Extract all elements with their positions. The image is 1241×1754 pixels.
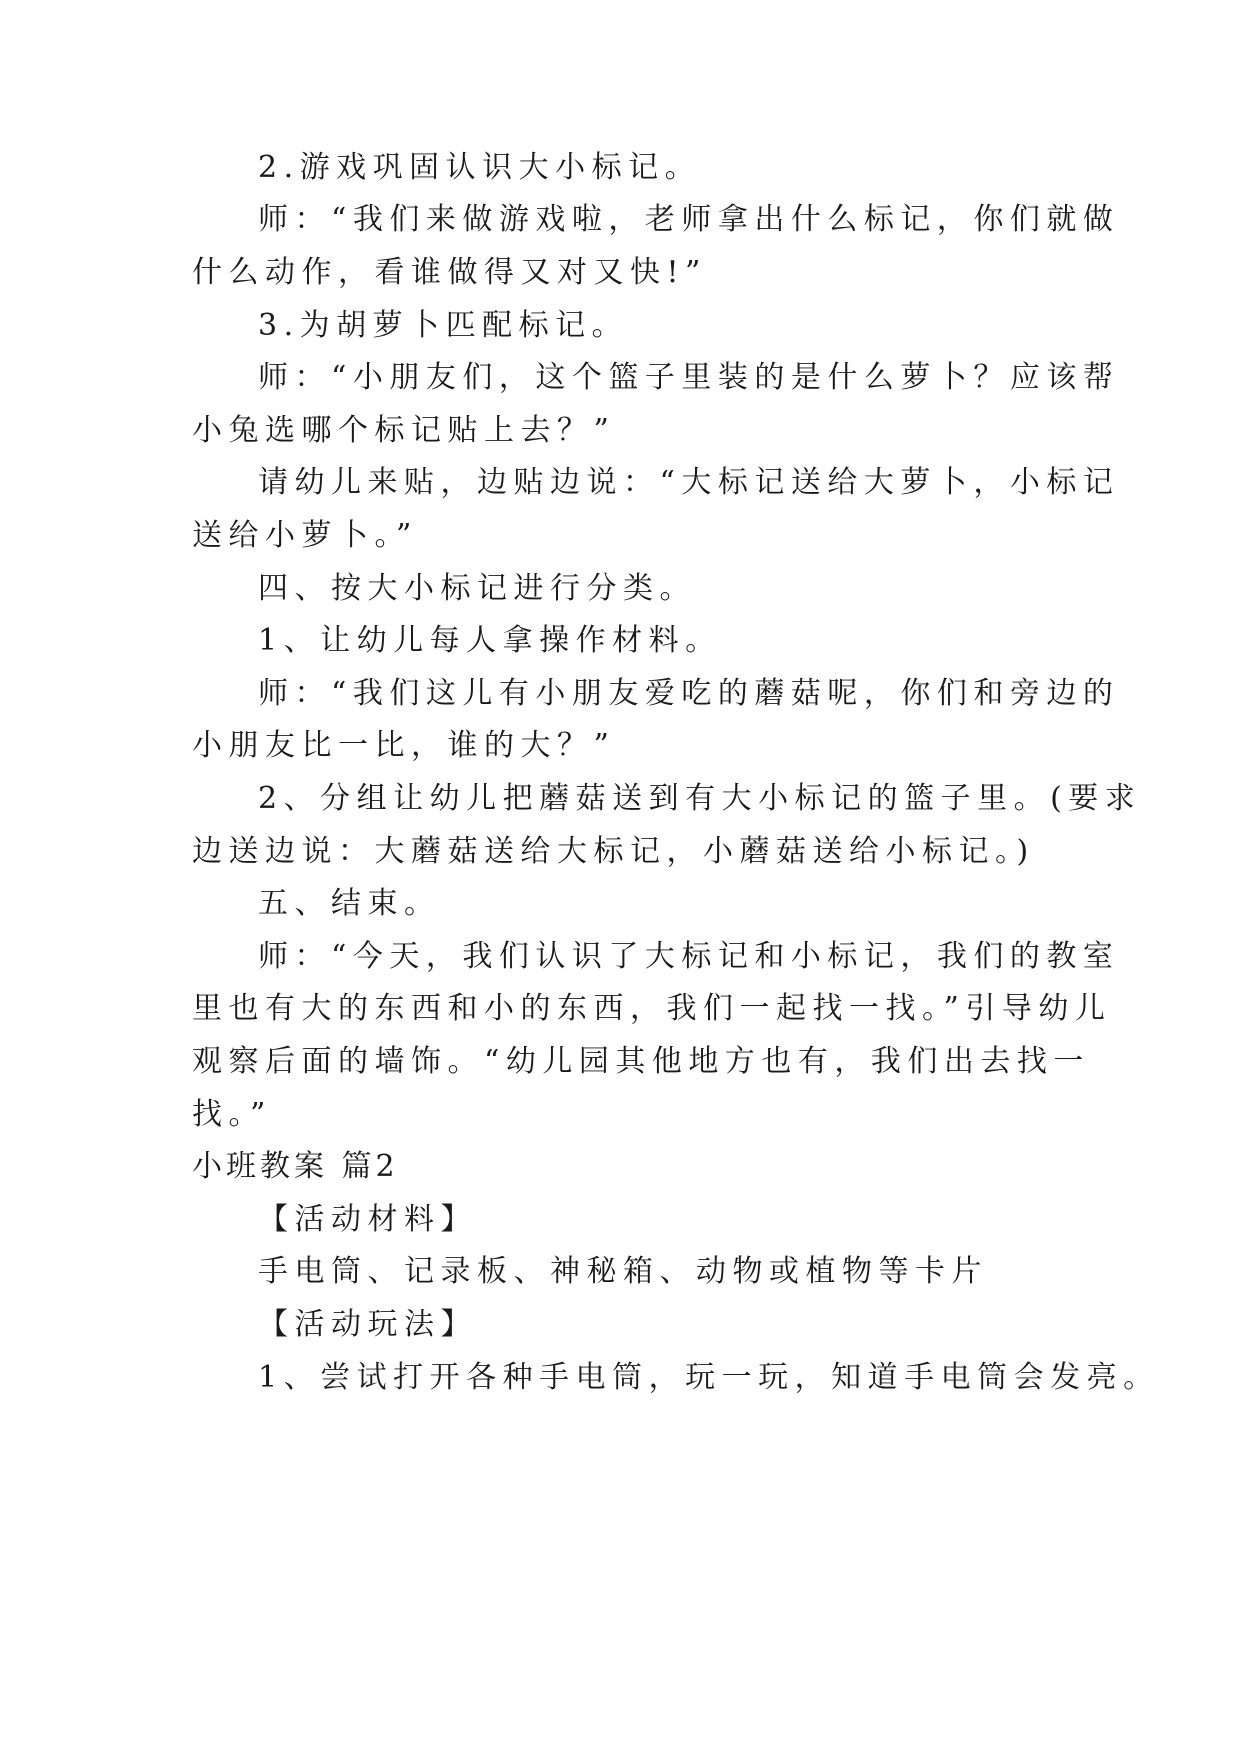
text-line: 师：“我们来做游戏啦，老师拿出什么标记，你们就做 — [258, 202, 1120, 237]
text-line: 找。” — [192, 1097, 272, 1132]
text-line: 什么动作，看谁做得又对又快!” — [192, 255, 707, 290]
section-heading: 小班教案 篇2 — [192, 1149, 399, 1184]
text-line: 【活动材料】 — [258, 1202, 477, 1237]
text-line: 师：“我们这儿有小朋友爱吃的蘑菇呢，你们和旁边的 — [258, 676, 1120, 711]
text-line: 3.为胡萝卜匹配标记。 — [258, 308, 629, 343]
text-line: 观察后面的墙饰。“幼儿园其他地方也有，我们出去找一 — [192, 1044, 1090, 1079]
text-line: 1、尝试打开各种手电筒，玩一玩，知道手电筒会发亮。 — [258, 1360, 1160, 1395]
text-line: 送给小萝卜。” — [192, 518, 418, 553]
text-line: 五、结束。 — [258, 886, 441, 921]
text-line: 师：“今天，我们认识了大标记和小标记，我们的教室 — [258, 939, 1120, 974]
text-line: 小朋友比一比，谁的大？” — [192, 728, 616, 763]
text-line: 1、让幼儿每人拿操作材料。 — [258, 623, 722, 658]
text-line: 2.游戏巩固认识大小标记。 — [258, 150, 702, 185]
text-line: 边送边说：大蘑菇送给大标记，小蘑菇送给小标记。) — [192, 834, 1035, 869]
text-line: 里也有大的东西和小的东西，我们一起找一找。”引导幼儿 — [192, 991, 1112, 1026]
text-line: 手电筒、记录板、神秘箱、动物或植物等卡片 — [258, 1254, 988, 1289]
text-line: 小兔选哪个标记贴上去？” — [192, 413, 616, 448]
text-line: 【活动玩法】 — [258, 1307, 477, 1342]
text-line: 请幼儿来贴，边贴边说：“大标记送给大萝卜，小标记 — [258, 465, 1120, 500]
text-line: 师：“小朋友们，这个篮子里装的是什么萝卜？应该帮 — [258, 360, 1120, 395]
text-line: 2、分组让幼儿把蘑菇送到有大小标记的篮子里。(要求 — [258, 781, 1142, 816]
text-line: 四、按大小标记进行分类。 — [258, 571, 696, 606]
